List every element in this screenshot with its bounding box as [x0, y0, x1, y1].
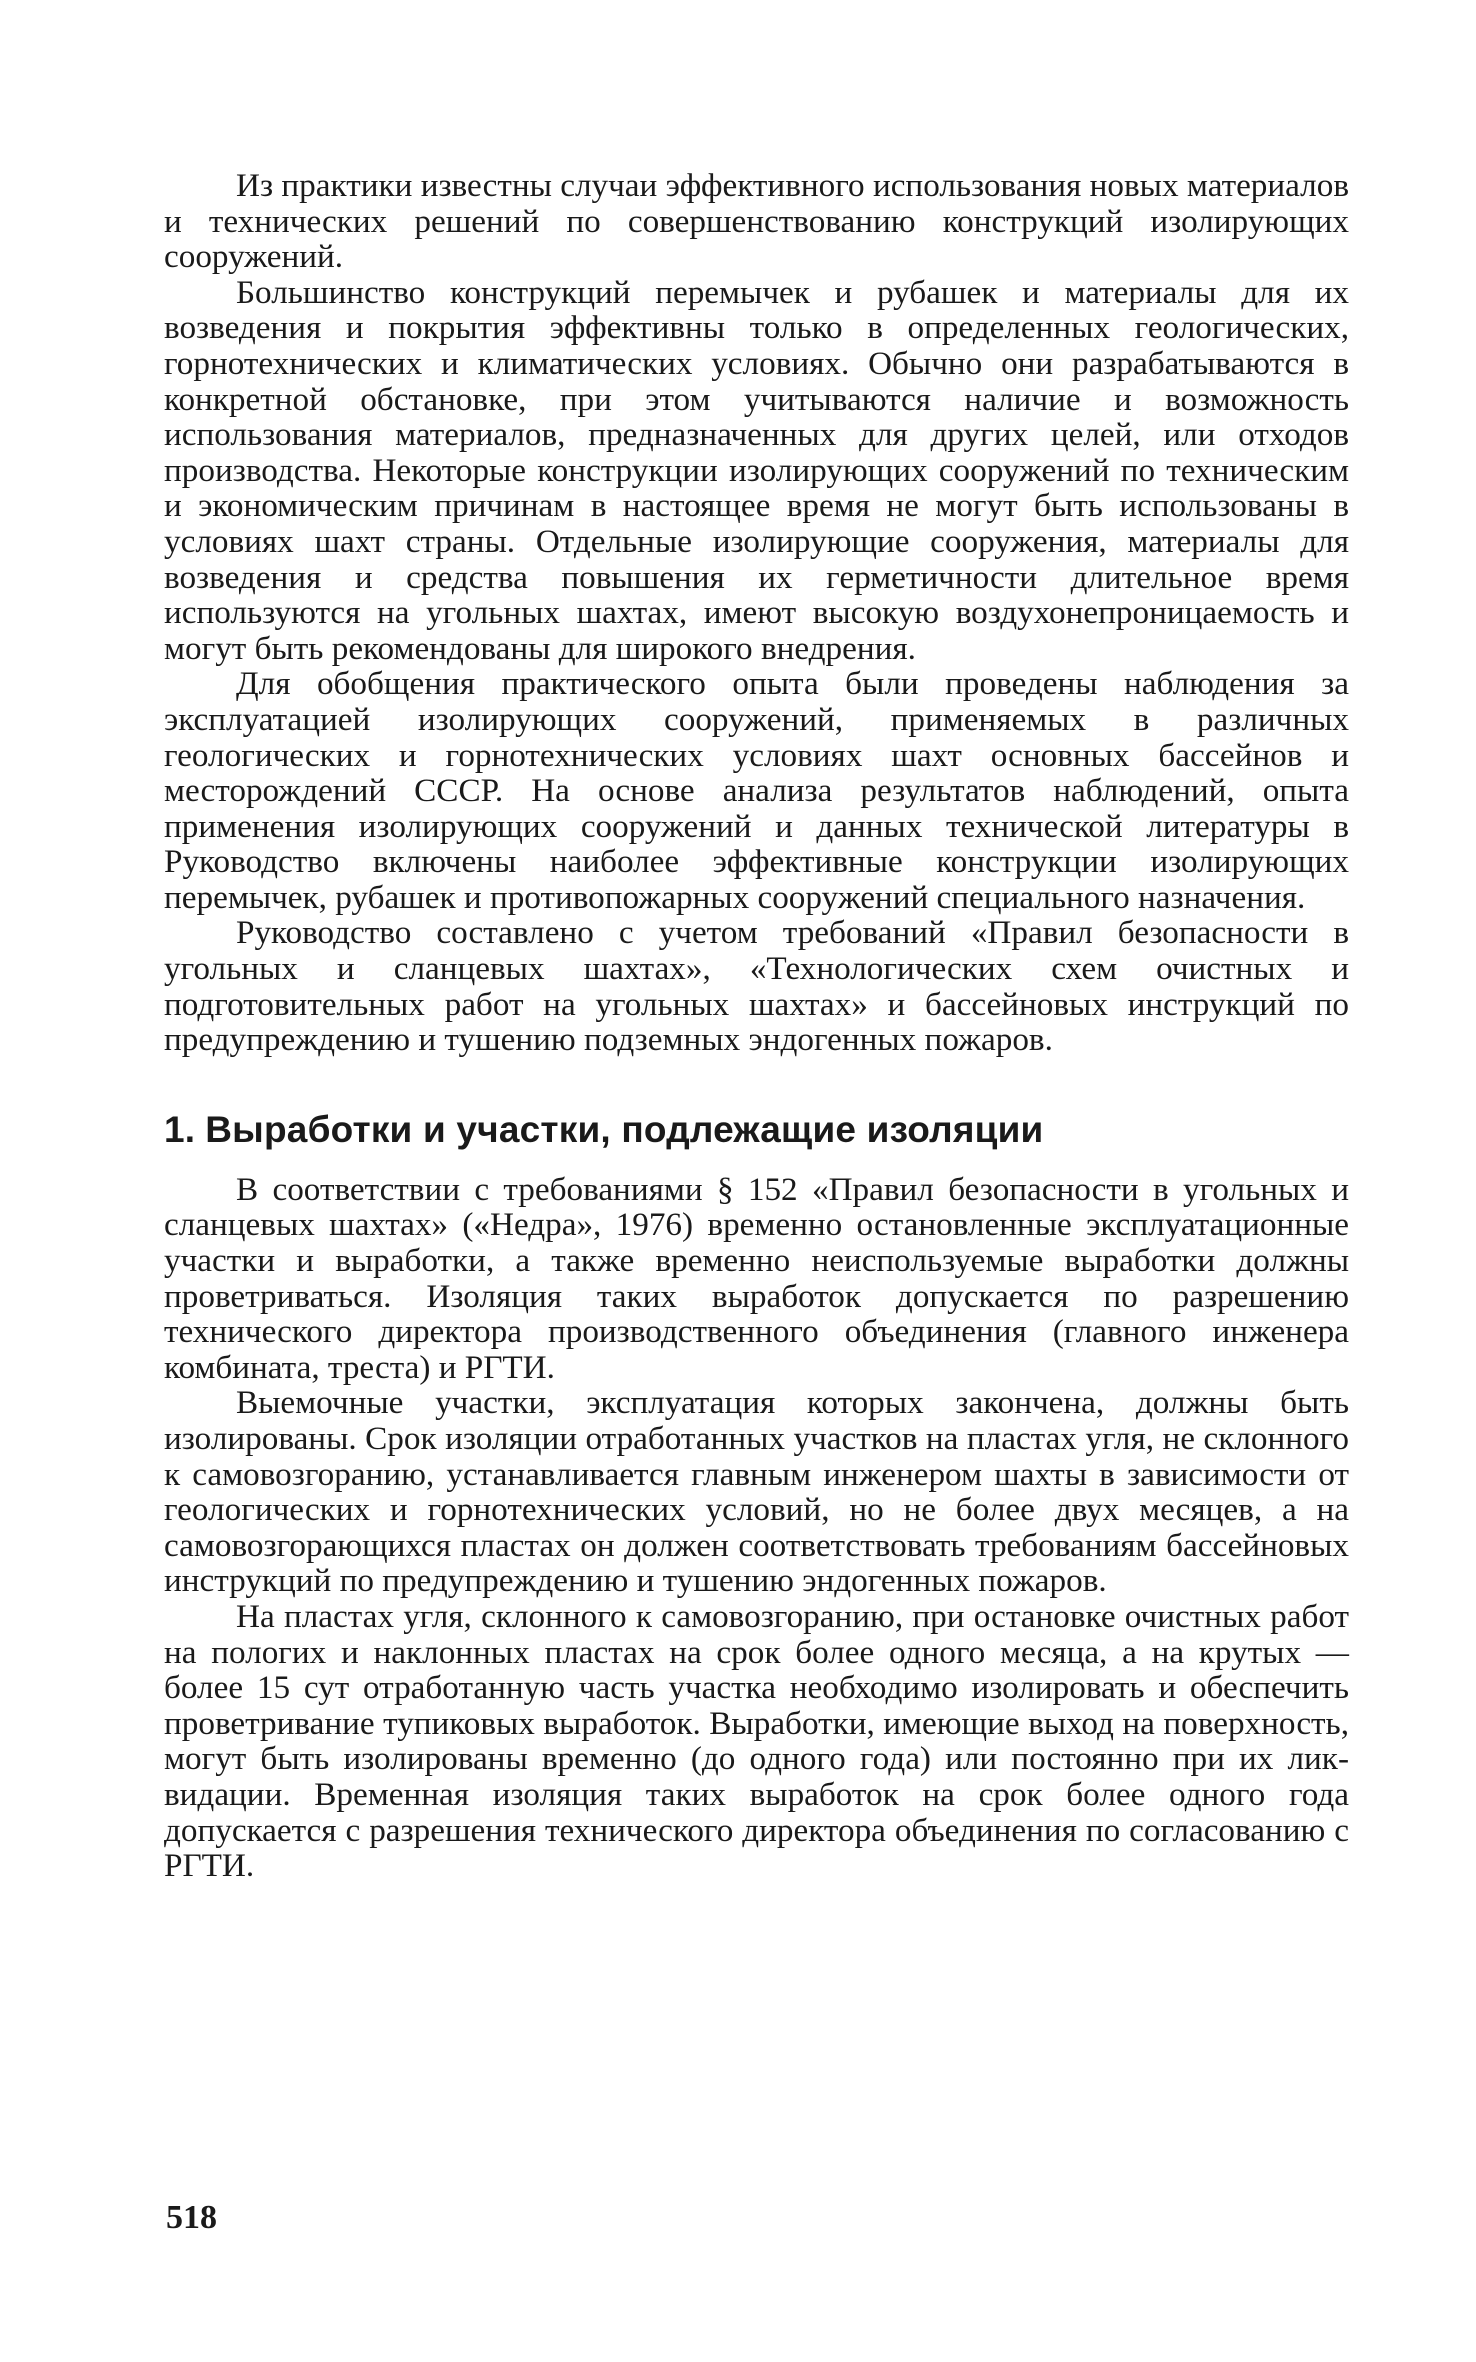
- section-paragraph-1: В соответствии с требованиями § 152 «Правил безопасности в угольных и сланцевых шахтах» («Недра», 1976) временно остановленные эксплуатационные участки и выработки, а также временно неиспользуемые выработки должны проветриваться. Изоляция таких выработок допускается по разрешению технического директора производственного объединения (главного инженера комбината, треста) и РГТИ.: [164, 1170, 1349, 1386]
- intro-paragraph-2: Большинство конструкций перемычек и рубашек и материалы для их возведения и покрытия эффективны только в определенных геологических, горнотехнических и климатических условиях. Обычно они разрабатываются в конкретной обстановке, при этом учитываются наличие и возможность использования материалов, предназначенных для других целей, или отходов производства. Некоторые конструкции изолирующих сооружений по техническим и экономическим причинам в настоящее время не могут быть использованы в условиях шахт страны. Отдельные изолирующие сооружения, материалы для возведения и средства повышения их герметичности длительное время используются на угольных шахтах, имеют высокую воздухонепроницаемость и могут быть рекомендованы для широкого внедрения.: [164, 273, 1349, 667]
- section-number: 1.: [164, 1108, 196, 1150]
- section-paragraph-2: Выемочные участки, эксплуатация которых закончена, должны быть изолированы. Срок изоляции отработанных участков на пластах угля, не склонного к самовозгоранию, устанавливается главным инженером шахты в зависимости от геологических и горнотехнических условий, но не более двух месяцев, а на самовозгорающихся пластах он должен соответствовать требованиям бассейновых инструкций по предупреждению и тушению эндогенных пожаров.: [164, 1384, 1349, 1600]
- intro-paragraph-4: Руководство составлено с учетом требований «Правил безопасности в угольных и сланцевых шахтах», «Технологических схем очистных и подготовительных работ на угольных шахтах» и бассейновых инструкций по предупреждению и тушению подземных эндогенных пожаров.: [164, 914, 1349, 1059]
- section-paragraph-3: На пластах угля, склонного к самовозгоранию, при остановке очистных работ на пологих и наклонных пластах на срок более одного месяца, а на крутых — более 15 сут отработанную часть участка необходимо изолировать и обеспечить проветривание тупиковых выработок. Выработки, имеющие выход на поверхность, могут быть изолированы временно (до одного года) или постоянно при их ликвидации. Временная изоляция таких выработок на срок более одного года допускается с разрешения технического директора объединения по согласованию с РГТИ.: [164, 1597, 1349, 1885]
- section-heading: [164, 1108, 1349, 1152]
- intro-paragraph-1: Из практики известны случаи эффективного использования новых материалов и технических решений по совершенствованию конструкций изолирующих сооружений.: [164, 167, 1349, 276]
- page-body: [164, 168, 1349, 1884]
- page-number: 518: [166, 2199, 217, 2236]
- intro-paragraph-3: Для обобщения практического опыта были проведены наблюдения за эксплуатацией изолирующих сооружений, применяемых в различных геологических и горнотехнических условиях шахт основных бассейнов и месторождений СССР. На основе анализа результатов наблюдений, опыта применения изолирующих сооружений и данных технической литературы в Руководство включены наиболее эффективные конструкции изолирующих перемычек, рубашек и противопожарных сооружений специального назначения.: [164, 665, 1349, 916]
- section-title: Выработки и участки, подлежащие изоляции: [205, 1108, 1044, 1150]
